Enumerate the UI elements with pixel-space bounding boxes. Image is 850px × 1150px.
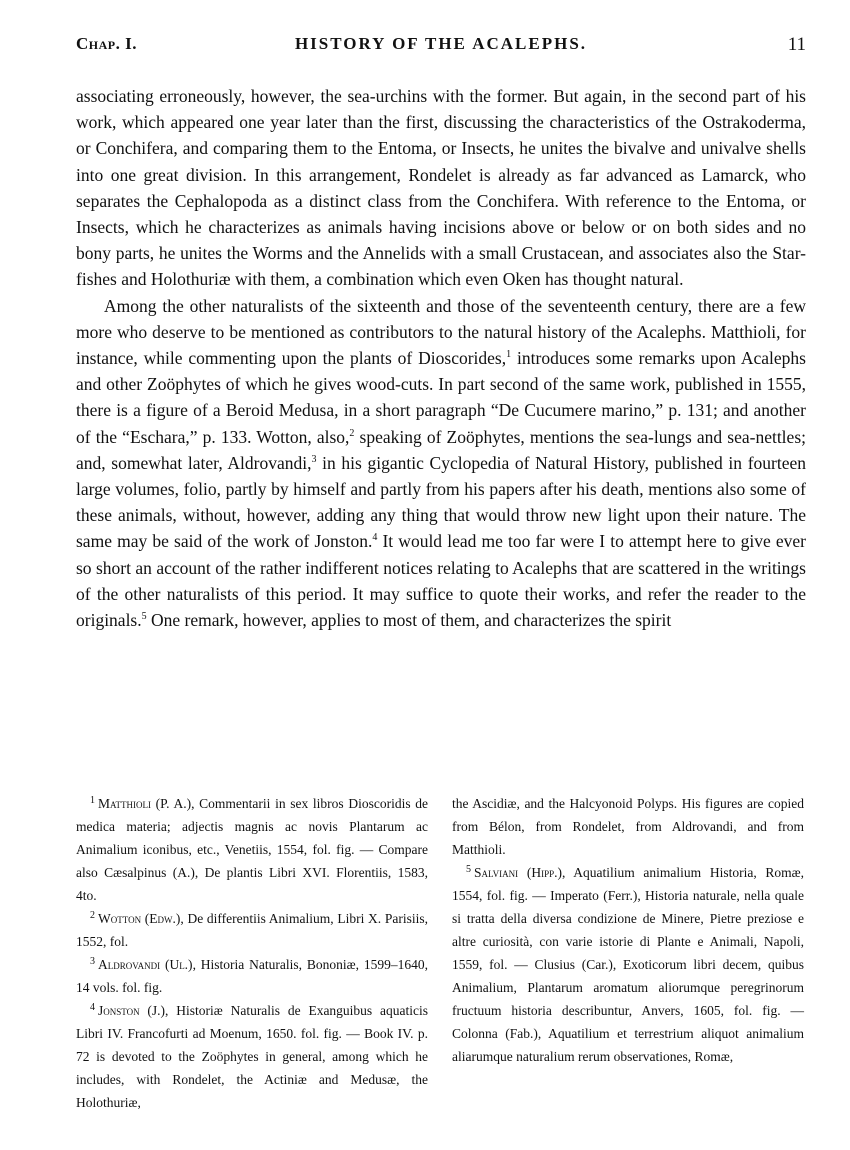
footnote-2-text: , De differentiis Animalium, Libri X. Parisiis, 1552, fol. [76,911,428,949]
running-head [76,34,806,58]
footnote-4 [76,999,428,1114]
footnote-4-text: , Historiæ Naturalis de Exanguibus aquaticis Libri IV. Francofurti ad Moenum, 1650. fol. fig. — Book IV. p. 72 is devoted to the Zoöphytes in general, among which he includes, with Rondelet, the Actiniæ and Medusæ, the Holothuriæ, [76,1003,428,1110]
footnote-4-author: Jonston (J.) [98,1003,166,1018]
paragraph-1: associating erroneously, however, the sea-urchins with the former. But again, in the second part of his work, which appeared one year later than the first, discussing the characteristics of the Ostrakoderma, or Conchifera, and comparing them to the Entoma, or Insects, he unites the bivalve and univalve shells into one great division. In this arrangement, Rondelet is already as far advanced as Lamarck, who separates the Cephalopoda as a distinct class from the Conchifera. With reference to the Entoma, or Insects, which he characterizes as animals having incisions above or below or on both sides and no bony parts, he unites the Worms and the Annelids with a small Crustacean, and associates also the Star-fishes and Holothuriæ with them, a combination which even Oken has thought natural. [76,86,806,290]
footnotes-left-column [76,792,428,1114]
footnote-ref-1: 1 [506,349,512,361]
chapter-label: Chap. I. [76,34,137,53]
footnote-5-text: , Aquatilium animalium Historia, Romæ, 1554, fol. fig. — Imperato (Ferr.), Historia naturale, nella quale si tratta della diversa condizione de Minere, Pietre preziose e altre curiosità, con varie istorie di Plante e Animali, Napoli, 1559, fol. — Clusius (Car.), Exoticorum libri decem, quibus Animalium, Plantarum aromatum aliorumque peregrinorum fructuum historia describuntur, Anvers, 1605, fol. fig. — Colonna (Fab.), Aquatilium et terrestrium aliquot animalium aliarumque naturalium rerum observationes, Romæ, [452,865,804,1064]
paragraph-2-part-d: in his gigantic Cyclopedia of Natural History, published in fourteen large volumes, folio, partly by himself and partly from his papers after his death, mentions also some of these animals, without, however, adding any thing that would throw new light upon their nature. The same may be said of the work of Jonston. [76,452,806,552]
footnote-3 [76,953,428,999]
footnote-3-text: , Historia Naturalis, Bononiæ, 1599–1640, 14 vols. fol. fig. [76,957,428,995]
footnote-ref-4: 4 [372,532,378,544]
footnote-5-author: Salviani (Hipp.) [474,865,562,880]
page-title: HISTORY OF THE ACALEPHS. [294,34,588,53]
footnote-2-number: 2 [90,909,95,921]
footnote-ref-3: 3 [311,454,317,466]
footnotes [76,792,806,1132]
footnote-1-number: 1 [90,794,95,806]
footnote-3-number: 3 [90,955,95,967]
paragraph-2 [76,293,806,634]
paragraph-2-part-a: Among the other naturalists of the sixteenth and those of the seventeenth century, there are a few more who deserve to be mentioned as contributors to the natural history of the Acalephs. Matthioli, for instance, while commenting upon the plants of Dioscorides, [76,295,806,369]
footnote-1 [76,792,428,907]
page-number: 11 [787,34,806,55]
footnote-1-text: , Commentarii in sex libros Dioscoridis de medica materia; adjectis magnis ac novis Plantarum ac Animalium iconibus, etc., Venetiis, 1554, fol. fig. — Compare also Cæsalpinus (A.), De plantis Libri XVI. Florentiis, 1583, 4to. [76,796,429,903]
footnote-ref-5: 5 [141,611,147,623]
footnote-3-author: Aldrovandi (Ul.) [98,957,193,972]
footnote-ref-2: 2 [349,427,355,439]
footnote-1-author: Matthioli (P. A.) [98,796,192,811]
paragraph-2-part-e: It would lead me too far were I to attempt here to give ever so short an account of the rather indifferent notices relating to Acalephs that are scattered in the writings of the other naturalists of this period. It may suffice to quote their works, and refer the reader to the originals. [76,531,807,631]
footnotes-right-column [452,792,804,1068]
paragraph-2-part-b: introduces some remarks upon Acalephs and other Zoöphytes of which he gives wood-cuts. In part second of the same work, published in 1555, there is a figure of a Beroid Medusa, in a short paragraph “De Cucumere marino,” p. 131; and another of the “Eschara,” p. 133. Wotton, also, [76,348,806,447]
footnote-5 [452,861,804,1068]
paragraph-2-part-c: speaking of Zoöphytes, mentions the sea-lungs and sea-nettles; and, somewhat later, Aldrovandi, [76,426,806,473]
footnote-4-number: 4 [90,1001,95,1013]
footnote-5-number: 5 [466,863,471,875]
footnote-2-author: Wotton (Edw.) [98,911,181,926]
footnote-2 [76,907,428,953]
paragraph-2-part-f: One remark, however, applies to most of them, and characterizes the spirit [146,610,672,631]
footnote-4-continued: the Ascidiæ, and the Halcyonoid Polyps. His figures are copied from Bélon, from Rondelet, from Aldrovandi, and from Matthioli. [452,796,804,857]
main-text [76,83,806,633]
